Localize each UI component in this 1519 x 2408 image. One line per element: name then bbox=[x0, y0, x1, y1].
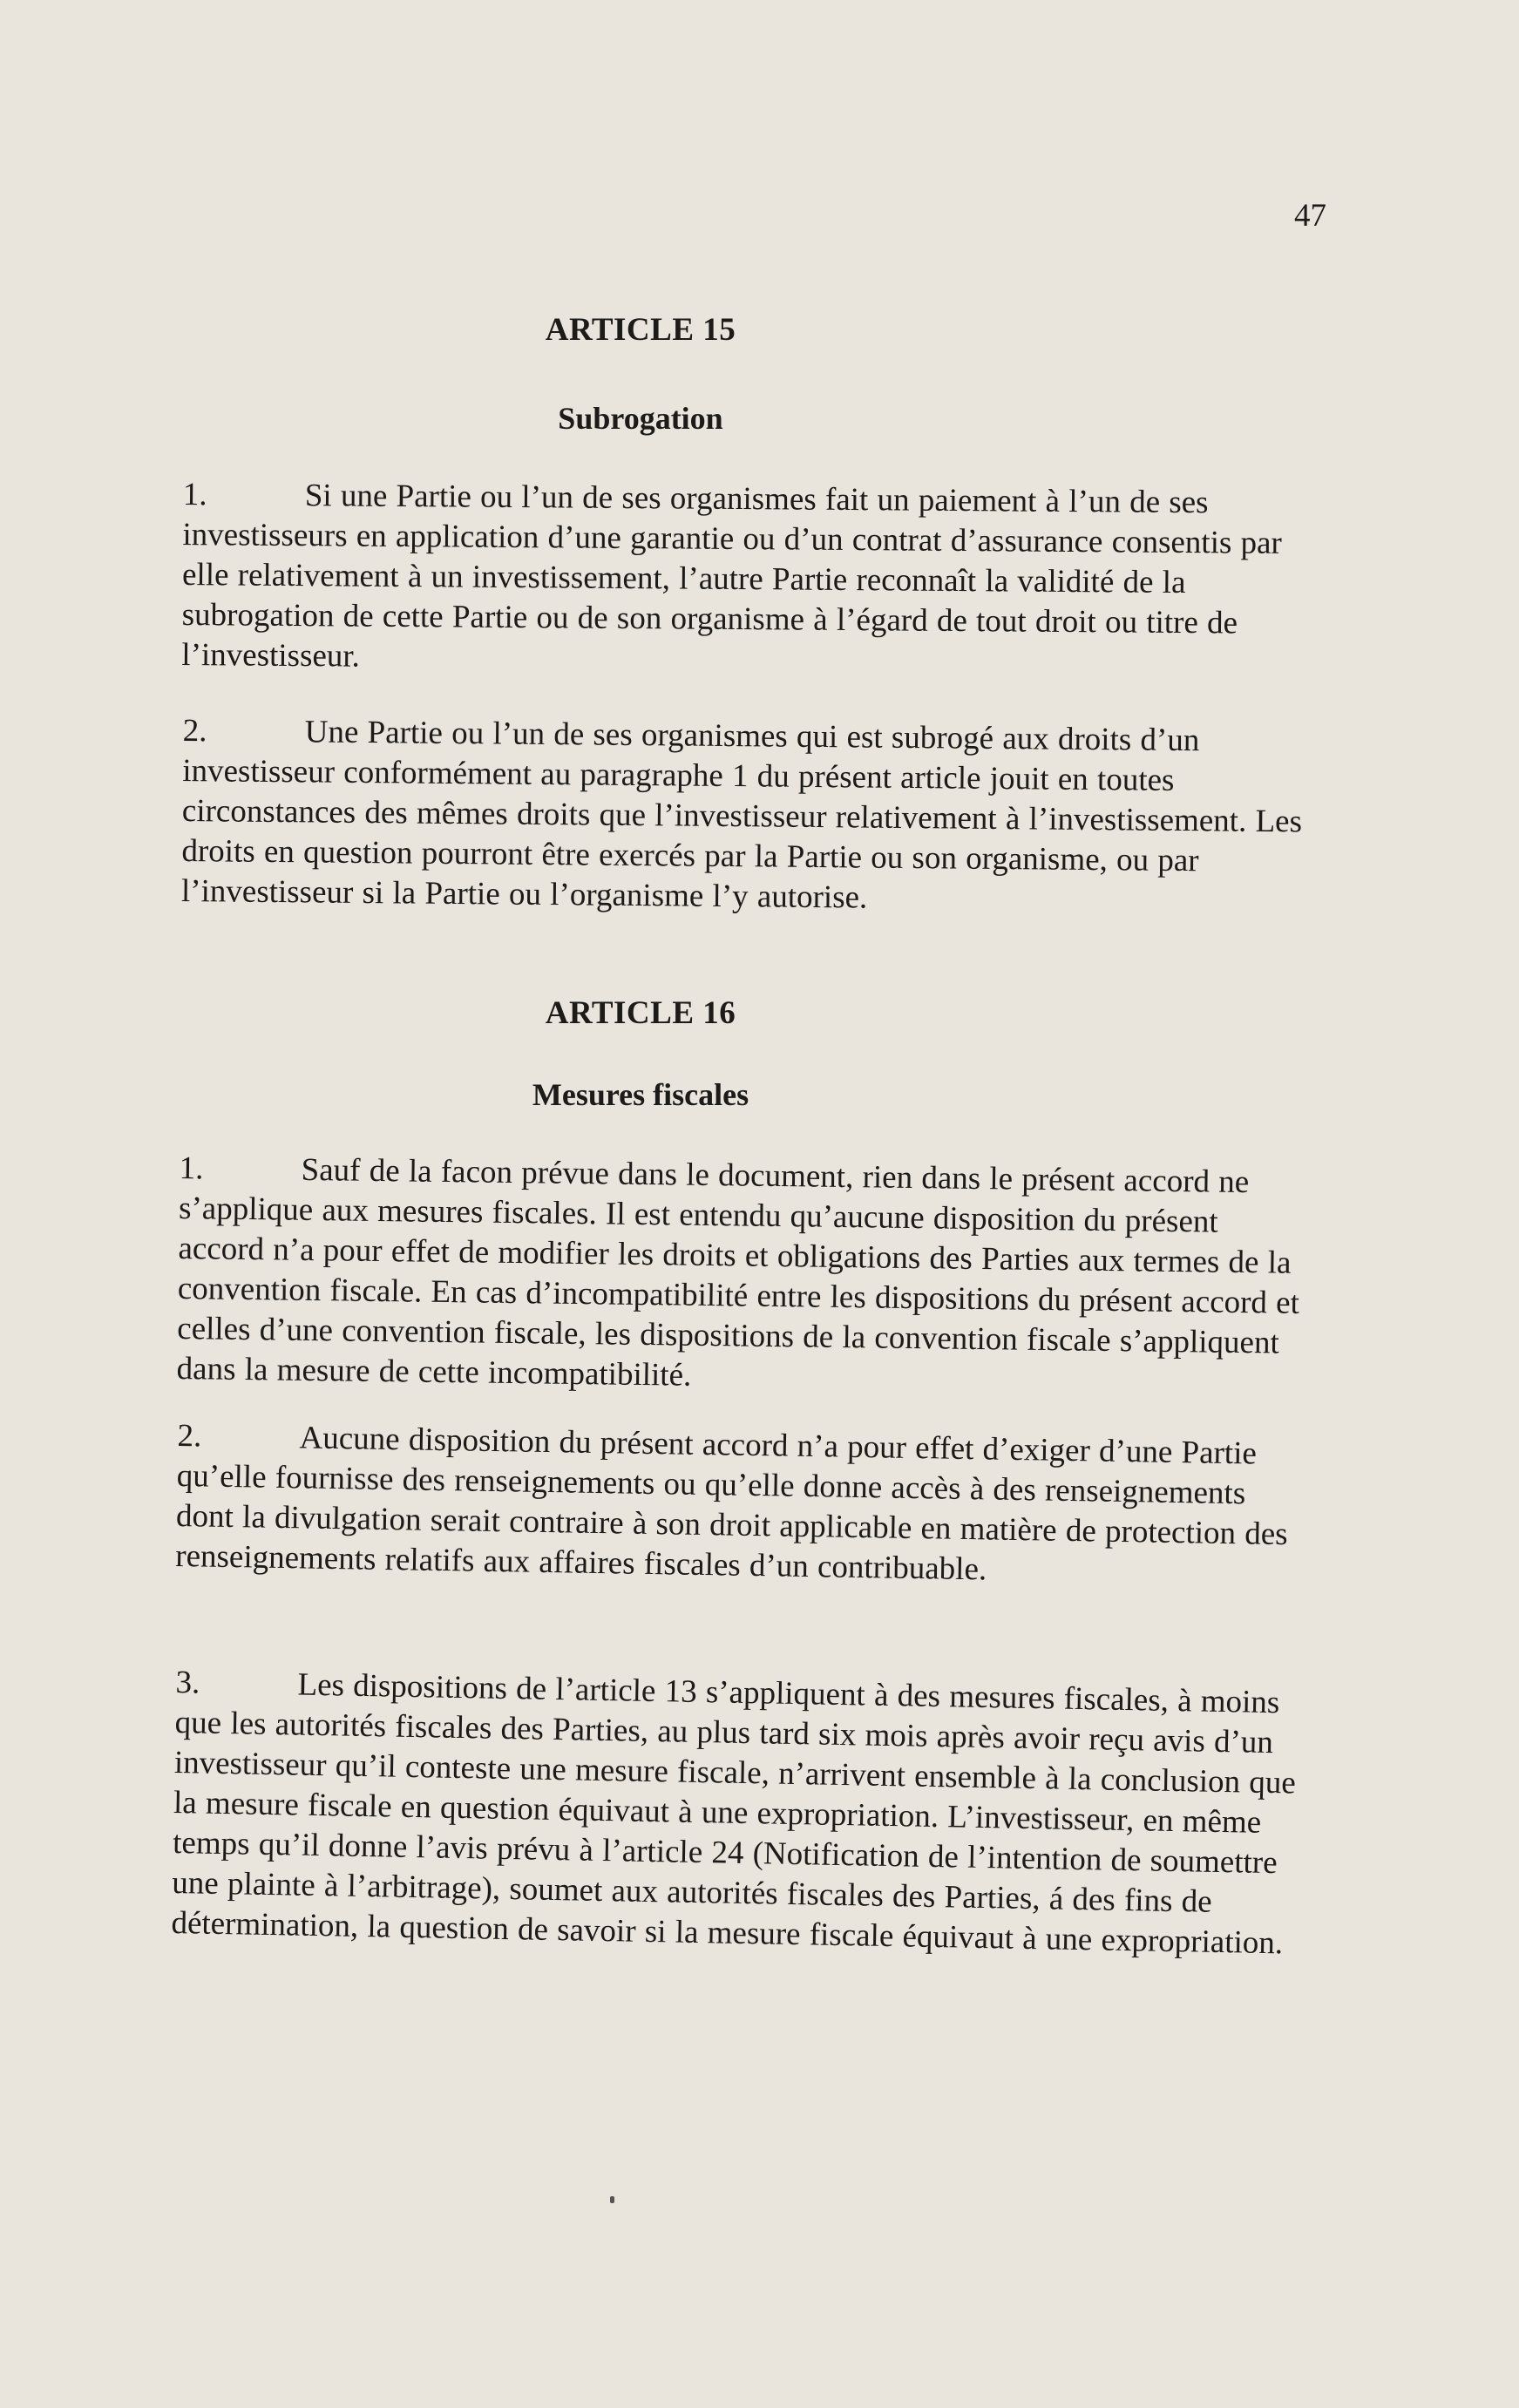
article-16 bbox=[171, 0, 1316, 2004]
paragraph bbox=[175, 1416, 1311, 1596]
page-number: 47 bbox=[1294, 198, 1326, 234]
scan-speck bbox=[610, 2196, 614, 2203]
paragraph-text: Les dispositions de l’article 13 s’appliquent à des mesures fiscales, à moins que les autorités fiscales des Parties, au plus tard six mois après avoir reçu avis d’un investisseur qu’il conteste une mesure fiscale, n’arrivent ensemble à la conclusion que la mesure fiscale en question équivaut à une expropriation. L’investisseur, en même temps qu’il donne l’avis prévu à l’article 24 (Notification de l’intention de soumettre une plainte à l’arbitrage), soumet aux autorités fiscales des Parties, á des fins de détermination, la question de savoir si la mesure fiscale équivaut à une expropriation. bbox=[171, 1666, 1297, 1962]
paragraph-text: Sauf de la facon prévue dans le document, rien dans le présent accord ne s’applique aux mesures fiscales. Il est entendu qu’aucune disposition du présent accord n’a pour effet de modifier les droits et obligations des Parties aux termes de la convention fiscale. En cas d’incompatibilité entre les dispositions du présent accord et celles d’une convention fiscale, les dispositions de la convention fiscale s’appliquent dans la mesure de cette incompatibilité. bbox=[176, 1151, 1300, 1394]
article-heading: ARTICLE 16 bbox=[545, 995, 736, 1031]
paragraph-number: 2. bbox=[182, 712, 207, 750]
paragraph bbox=[171, 1663, 1309, 1964]
paragraph-text: Une Partie ou l’un de ses organismes qui est subrogé aux droits d’un investisseur conformément au paragraphe 1 du présent article jouit en toutes circonstances des mêmes droits que l’investisseur relativement à l’investissement. Les droits en question pourront être exercés par la Partie ou son organisme, ou par l’investisseur si la Partie ou l’organisme l’y autorise. bbox=[180, 714, 1303, 916]
article-subtitle: Mesures fiscales bbox=[532, 1077, 749, 1112]
paragraph-text: Aucune disposition du présent accord n’a pour effet d’exiger d’une Partie qu’elle fournisse des renseignements ou qu’elle donne accès à des renseignements dont la divulgation serait contraire à son droit applicable en matière de protection des renseignements relatifs aux affaires fiscales d’un contribuable. bbox=[174, 1420, 1288, 1588]
paragraph-number: 1. bbox=[179, 1150, 204, 1187]
paragraph-number: 1. bbox=[182, 476, 207, 513]
paragraph-number: 3. bbox=[175, 1664, 200, 1701]
article-heading: ARTICLE 15 bbox=[545, 312, 736, 348]
article-subtitle: Subrogation bbox=[558, 401, 723, 436]
paragraph-number: 2. bbox=[177, 1417, 202, 1455]
paragraph-text: Si une Partie ou l’un de ses organismes fait un paiement à l’un de ses investisseurs en application d’une garantie ou d’un contrat d’assurance consentis par elle relativement à un investissement, l’autre Partie reconnaît la validité de la subrogation de cette Partie ou de son organisme à l’égard de tout droit ou titre de l’investisseur. bbox=[181, 478, 1283, 675]
paragraph bbox=[176, 1149, 1312, 1404]
